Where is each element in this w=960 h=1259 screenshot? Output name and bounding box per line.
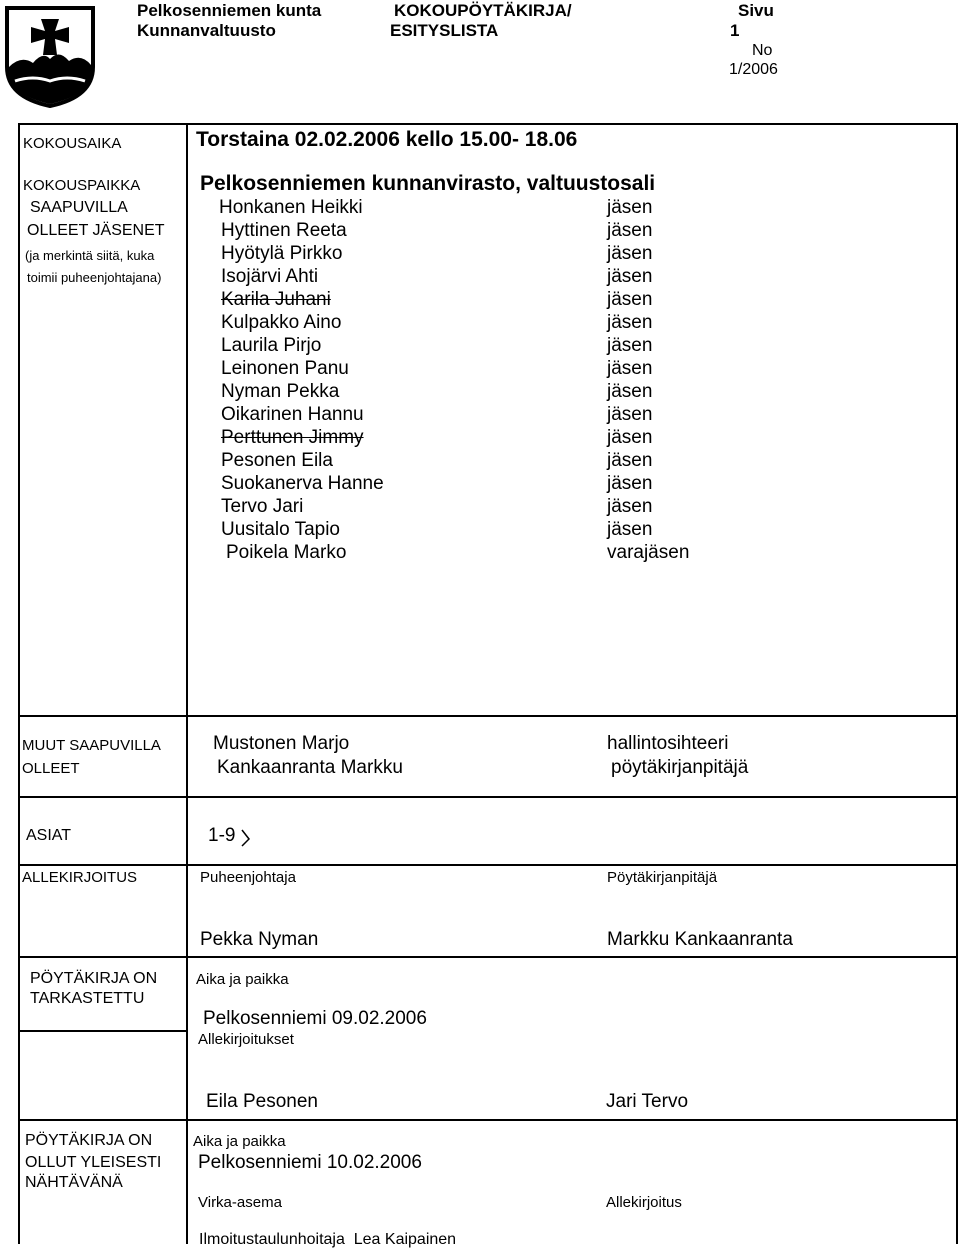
- review-place-value: Pelkosenniemi 09.02.2006: [203, 1008, 427, 1029]
- member-role: jäsen: [607, 496, 653, 517]
- attendees-label-3: (ja merkintä siitä, kuka: [25, 248, 155, 263]
- meeting-time-label: KOKOUSAIKA: [23, 135, 122, 152]
- member-role: jäsen: [607, 289, 653, 310]
- member-role: jäsen: [607, 220, 653, 241]
- member-name: Hyötylä Pirkko: [221, 243, 343, 264]
- position-label: Virka-asema: [198, 1194, 282, 1211]
- row-divider-attendees: [18, 715, 958, 717]
- review-label-1: PÖYTÄKIRJA ON: [30, 970, 158, 987]
- table-left-border: [18, 123, 20, 1244]
- row-divider-agenda: [18, 864, 958, 866]
- other-person-role: hallintosihteeri: [607, 733, 729, 754]
- notice-officer: Ilmoitustaulunhoitaja Lea Kaipainen: [199, 1231, 457, 1248]
- member-name: Tervo Jari: [221, 496, 304, 517]
- signature-mark: [240, 828, 252, 848]
- member-role: jäsen: [607, 243, 653, 264]
- member-role: jäsen: [607, 519, 653, 540]
- member-name: Uusitalo Tapio: [221, 519, 341, 540]
- member-role: jäsen: [607, 197, 653, 218]
- other-person-name: Kankaanranta Markku: [217, 757, 403, 778]
- public-label-2: OLLUT YLEISESTI: [25, 1154, 162, 1171]
- other-person-name: Mustonen Marjo: [213, 733, 350, 754]
- reviewer-name: Eila Pesonen: [206, 1091, 318, 1112]
- member-name: Poikela Marko: [226, 542, 347, 563]
- row-divider-signatures: [18, 956, 958, 958]
- secretary-name: Markku Kankaanranta: [607, 929, 793, 950]
- meeting-time-value: Torstaina 02.02.2006 kello 15.00- 18.06: [196, 128, 578, 151]
- member-role: jäsen: [607, 358, 653, 379]
- member-role: jäsen: [607, 312, 653, 333]
- others-label-1: MUUT SAAPUVILLA: [22, 737, 161, 754]
- review-signatures-label: Allekirjoitukset: [198, 1031, 294, 1048]
- member-name: Laurila Pirjo: [221, 335, 322, 356]
- table-right-border: [956, 123, 958, 1244]
- member-name: Leinonen Panu: [221, 358, 349, 379]
- member-name: Suokanerva Hanne: [221, 473, 384, 494]
- row-divider-review: [18, 1119, 958, 1121]
- doc-type: KOKOUPÖYTÄKIRJA/: [394, 1, 572, 20]
- signature-label: Allekirjoitus: [606, 1194, 682, 1211]
- attendees-label-4: toimii puheenjohtajana): [27, 270, 162, 285]
- doc-subtype: ESITYSLISTA: [390, 21, 499, 40]
- page-number: 1: [730, 21, 740, 40]
- member-role: jäsen: [607, 266, 653, 287]
- attendees-label-1: SAAPUVILLA: [30, 199, 128, 216]
- public-label-1: PÖYTÄKIRJA ON: [25, 1132, 153, 1149]
- no-label: No: [752, 42, 773, 59]
- public-place-value: Pelkosenniemi 10.02.2006: [198, 1152, 422, 1173]
- public-label-3: NÄHTÄVÄNÄ: [25, 1174, 123, 1191]
- others-label-2: OLLEET: [22, 760, 80, 777]
- public-place-label: Aika ja paikka: [193, 1133, 286, 1150]
- chair-name: Pekka Nyman: [200, 929, 319, 950]
- table-top-border: [18, 123, 958, 125]
- meeting-place-value: Pelkosenniemen kunnanvirasto, valtuustosali: [200, 172, 656, 195]
- member-role: jäsen: [607, 427, 653, 448]
- signature-section-label: ALLEKIRJOITUS: [22, 869, 138, 886]
- member-name-struck: Perttunen Jimmy: [221, 427, 364, 448]
- member-name: Hyttinen Reeta: [221, 220, 347, 241]
- member-name: Kulpakko Aino: [221, 312, 342, 333]
- member-role: jäsen: [607, 381, 653, 402]
- member-name: Nyman Pekka: [221, 381, 340, 402]
- agenda-label: ASIAT: [26, 827, 72, 844]
- body-name: Kunnanvaltuusto: [137, 21, 276, 40]
- member-name-struck: Karila Juhani: [221, 289, 331, 310]
- member-role: jäsen: [607, 404, 653, 425]
- other-person-role: pöytäkirjanpitäjä: [611, 757, 749, 778]
- member-role: jäsen: [607, 335, 653, 356]
- municipality-crest-logo: [3, 5, 97, 109]
- member-name: Pesonen Eila: [221, 450, 333, 471]
- member-role: varajäsen: [607, 542, 690, 563]
- row-divider-others: [18, 796, 958, 798]
- member-role: jäsen: [607, 450, 653, 471]
- agenda-value: 1-9: [208, 825, 236, 846]
- row-divider-review-label: [18, 1030, 188, 1032]
- attendees-label-2: OLLEET JÄSENET: [27, 222, 165, 239]
- page-label: Sivu: [738, 1, 774, 20]
- review-label-2: TARKASTETTU: [30, 990, 145, 1007]
- review-place-label: Aika ja paikka: [196, 971, 289, 988]
- member-role: jäsen: [607, 473, 653, 494]
- chair-label: Puheenjohtaja: [200, 869, 296, 886]
- member-name: Honkanen Heikki: [219, 197, 363, 218]
- secretary-label: Pöytäkirjanpitäjä: [607, 869, 718, 886]
- meeting-place-label: KOKOUSPAIKKA: [23, 177, 141, 194]
- column-divider: [186, 123, 188, 1244]
- org-name: Pelkosenniemen kunta: [137, 1, 322, 20]
- no-value: 1/2006: [729, 61, 778, 78]
- reviewer-name: Jari Tervo: [606, 1091, 689, 1112]
- member-name: Isojärvi Ahti: [221, 266, 319, 287]
- member-name: Oikarinen Hannu: [221, 404, 364, 425]
